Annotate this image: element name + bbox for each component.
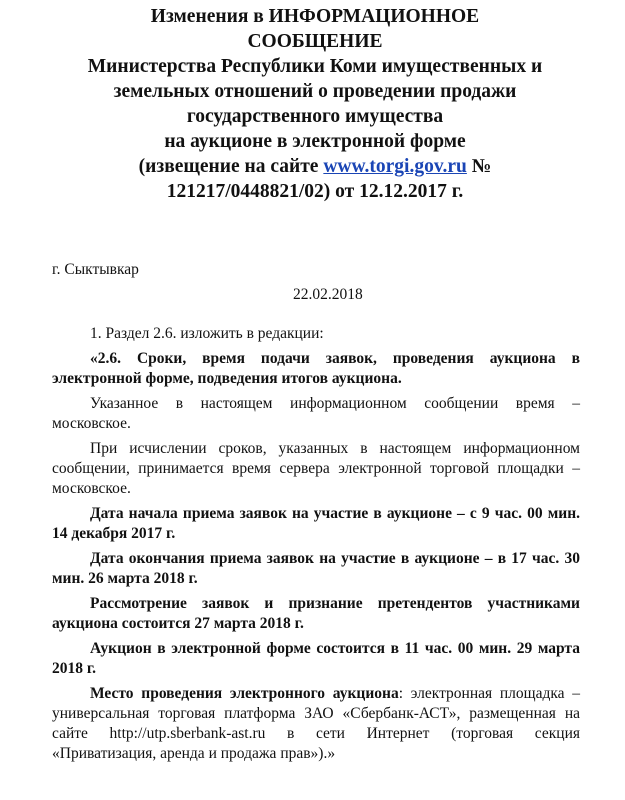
torgi-link[interactable]: www.torgi.gov.ru [323,156,467,177]
title-line-3: Министерства Республики Коми имущественных и [87,56,543,77]
title-line-7-suffix: № [466,156,492,177]
paragraph-place-text: : электронная площадка – универсальная торговая платформа ЗАО «Сбербанк-АСТ», размещенная на сайте http://utp.sberbank-ast.ru в сети Интернет (торговая секция «Приватизация, аренда и продажа прав»).» [52,685,581,762]
paragraph-review-text: Рассмотрение заявок и признание претендентов участниками аукциона состоится 27 марта 2018 г. [52,595,580,632]
paragraph-place-label: Место проведения электронного аукциона [90,685,399,702]
paragraph-auction [52,639,580,679]
city-label: г. Сыктывкар [52,261,139,278]
title-line-7 [40,154,590,179]
paragraph-start-text: Дата начала приема заявок на участие в аукционе – с 9 час. 00 мин. 14 декабря 2017 г. [52,505,580,542]
paragraph-end-text: Дата окончания приема заявок на участие в аукционе – в 17 час. 30 мин. 26 марта 2018 г. [52,550,580,587]
section-title [52,349,580,389]
paragraph-start [52,504,580,544]
title-line-6: на аукционе в электронной форме [164,131,466,152]
paragraph-auction-text: Аукцион в электронной форме состоится в 11 час. 00 мин. 29 марта 2018 г. [52,640,580,677]
item-1: 1. Раздел 2.6. изложить в редакции: [90,325,324,342]
paragraph-review [52,594,580,634]
paragraph-calc: При исчислении сроков, указанных в настоящем информационном сообщении, принимается время сервера электронной торговой площадки – московское. [52,440,580,497]
title-line-4: земельных отношений о проведении продажи [113,81,517,102]
paragraph-place [52,684,580,764]
title-line-8: 121217/0448821/02) от 12.12.2017 г. [166,181,464,202]
document-body [52,324,580,764]
document-title [40,4,590,204]
document-date: 22.02.2018 [293,286,363,303]
paragraph-time: Указанное в настоящем информационном сообщении время – московское. [52,395,580,432]
title-line-2: СООБЩЕНИЕ [247,31,383,52]
title-line-1: Изменения в ИНФОРМАЦИОННОЕ [150,6,480,27]
section-title-text: «2.6. Сроки, время подачи заявок, проведения аукциона в электронной форме, подведения итогов аукциона. [52,350,580,387]
paragraph-end [52,549,580,589]
title-line-5: государственного имущества [186,106,444,127]
title-line-7-prefix: (извещение на сайте [138,156,324,177]
